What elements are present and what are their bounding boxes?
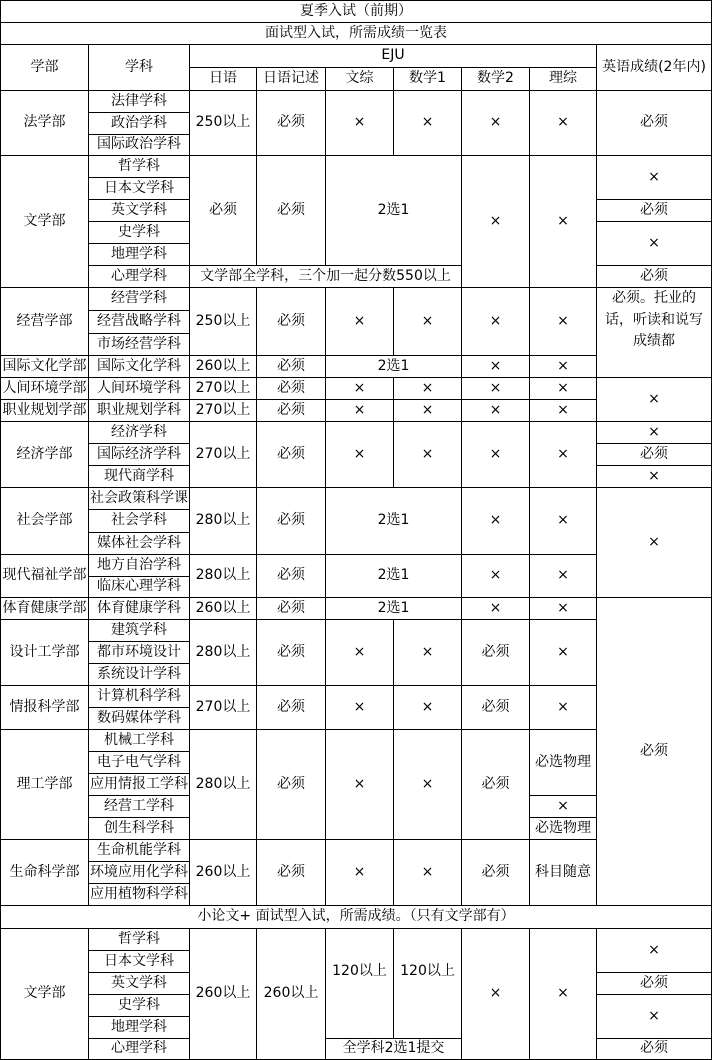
subject-cell: 史学科: [88, 994, 190, 1017]
subject-cell: 创生科学科: [88, 817, 190, 840]
english-cell: 必须: [596, 1038, 712, 1060]
subject-cell: 哲学科: [88, 928, 190, 951]
math1-cell: ×: [393, 90, 462, 156]
japanese-score: 270以上: [189, 685, 257, 730]
subject-cell: 应用情报工学科: [88, 773, 190, 796]
subject-cell: 法律学科: [88, 90, 190, 113]
subject-cell: 英文学科: [88, 972, 190, 995]
english-cell: ×: [596, 487, 712, 598]
english-cell: ×: [596, 155, 712, 200]
math1-cell: ×: [393, 287, 462, 356]
english-cell: 必须: [596, 199, 712, 222]
math2-cell: ×: [461, 287, 530, 356]
subject-cell: 史学科: [88, 221, 190, 244]
subject-cell: 地方自治学科: [88, 554, 190, 577]
humanities-cell: ×: [325, 399, 394, 422]
japanese-writing-cell: 必须: [256, 377, 326, 400]
faculty-cell: 人间环境学部: [0, 377, 89, 400]
japanese-score: 280以上: [189, 554, 257, 598]
header-japanese-writing: 日语记述: [256, 67, 326, 91]
science-cell: ×: [529, 377, 597, 400]
subject-cell: 都市环境设计: [88, 641, 190, 664]
humanities-math1-cell: 2选1: [325, 487, 462, 555]
subject-cell: 机械工学科: [88, 729, 190, 752]
math2-cell: ×: [461, 928, 530, 1060]
science-cell: ×: [529, 399, 597, 422]
math2-cell: 必须: [461, 685, 530, 730]
subject-cell: 社会政策科学课: [88, 487, 190, 510]
japanese-writing-cell: 必须: [256, 287, 326, 356]
subject-cell: 现代商学科: [88, 465, 190, 488]
subject-cell: 系统设计学科: [88, 663, 190, 686]
faculty-cell: 体育健康学部: [0, 597, 89, 620]
subject-cell: 日本文学科: [88, 177, 190, 200]
math1-cell: ×: [393, 729, 462, 840]
english-cell: 必须: [596, 265, 712, 288]
math1-cell: ×: [393, 685, 462, 730]
math2-cell: ×: [461, 90, 530, 156]
japanese-writing-cell: 必须: [256, 421, 326, 488]
math1-cell: ×: [393, 399, 462, 422]
humanities-math1-cell: 2选1: [325, 597, 462, 620]
science-cell: ×: [529, 928, 597, 1060]
japanese-writing-cell: 必须: [256, 355, 326, 378]
science-cell: ×: [529, 487, 597, 555]
humanities-math1-cell: 2选1: [325, 355, 462, 378]
humanities-cell: ×: [325, 685, 394, 730]
humanities-cell: ×: [325, 839, 394, 906]
faculty-cell: 设计工学部: [0, 619, 89, 686]
humanities-cell: ×: [325, 729, 394, 840]
science-cell: 科目随意: [529, 839, 597, 906]
subject-cell: 计算机科学科: [88, 685, 190, 708]
subject-cell: 英文学科: [88, 199, 190, 222]
japanese-score: 280以上: [189, 487, 257, 555]
subject-cell: 市场经营学科: [88, 333, 190, 356]
japanese-writing-cell: 必须: [256, 597, 326, 620]
subject-cell: 日本文学科: [88, 950, 190, 973]
japanese-writing-cell: 必须: [256, 619, 326, 686]
science-cell: ×: [529, 155, 597, 288]
faculty-cell: 社会学部: [0, 487, 89, 555]
japanese-score: 270以上: [189, 399, 257, 422]
math2-cell: ×: [461, 597, 530, 620]
header-math1: 数学1: [393, 67, 462, 91]
english-cell: ×: [596, 928, 712, 973]
subject-cell: 心理学科: [88, 1038, 190, 1060]
japanese-score: 260以上: [189, 928, 257, 1060]
section1-title: 面试型入试，所需成绩一览表: [0, 22, 712, 45]
humanities-cell: ×: [325, 619, 394, 686]
subject-cell: 建筑学科: [88, 619, 190, 642]
header-science: 理综: [529, 67, 597, 91]
japanese-score: 260以上: [189, 839, 257, 906]
subject-cell: 应用植物科学科: [88, 883, 190, 906]
subject-cell: 政治学科: [88, 112, 190, 135]
japanese-score: 280以上: [189, 619, 257, 686]
subject-cell: 人间环境学科: [88, 377, 190, 400]
science-cell: ×: [529, 90, 597, 156]
letters-note: 文学部全学科，三个加一起分数550以上: [189, 265, 462, 288]
subject-cell: 体育健康学科: [88, 597, 190, 620]
english-cell: ×: [596, 377, 712, 422]
subject-cell: 地理学科: [88, 1016, 190, 1039]
subject-cell: 国际文化学科: [88, 355, 190, 378]
faculty-cell: 法学部: [0, 90, 89, 156]
subject-cell: 生命机能学科: [88, 839, 190, 862]
english-cell: ×: [596, 421, 712, 444]
english-cell: ×: [596, 465, 712, 488]
subject-cell: 哲学科: [88, 155, 190, 178]
faculty-cell: 文学部: [0, 928, 89, 1060]
math2-cell: ×: [461, 377, 530, 400]
japanese-writing-cell: 必须: [256, 487, 326, 555]
faculty-cell: 经营学部: [0, 287, 89, 356]
japanese-writing-score: 260以上: [256, 928, 326, 1060]
subject-cell: 环境应用化学科: [88, 861, 190, 884]
header-faculty: 学部: [0, 44, 89, 91]
header-humanities: 文综: [325, 67, 394, 91]
humanities-cell: ×: [325, 377, 394, 400]
science-cell: ×: [529, 355, 597, 378]
math1-score: 120以上: [393, 928, 462, 1039]
math1-cell: ×: [393, 619, 462, 686]
japanese-score: 260以上: [189, 355, 257, 378]
faculty-cell: 情报科学部: [0, 685, 89, 730]
subject-cell: 经营工学科: [88, 795, 190, 818]
faculty-cell: 文学部: [0, 155, 89, 288]
subject-cell: 心理学科: [88, 265, 190, 288]
math2-cell: ×: [461, 487, 530, 555]
faculty-cell: 经济学部: [0, 421, 89, 488]
subject-cell: 电子电气学科: [88, 751, 190, 774]
header-japanese: 日语: [189, 67, 257, 91]
math2-cell: ×: [461, 355, 530, 378]
faculty-cell: 理工学部: [0, 729, 89, 840]
science-cell: 必选物理: [529, 729, 597, 796]
japanese-cell: 必须: [189, 155, 257, 266]
subject-cell: 社会学科: [88, 509, 190, 533]
japanese-score: 280以上: [189, 729, 257, 840]
science-cell: 必选物理: [529, 817, 597, 840]
math1-cell: ×: [393, 421, 462, 488]
math2-cell: 必须: [461, 839, 530, 906]
math1-cell: ×: [393, 377, 462, 400]
science-cell: ×: [529, 597, 597, 620]
japanese-writing-cell: 必须: [256, 729, 326, 840]
japanese-writing-cell: 必须: [256, 90, 326, 156]
math2-cell: ×: [461, 155, 530, 288]
japanese-score: 250以上: [189, 90, 257, 156]
subject-cell: 地理学科: [88, 243, 190, 266]
humanities-cell: ×: [325, 90, 394, 156]
japanese-score: 250以上: [189, 287, 257, 356]
english-cell: ×: [596, 221, 712, 266]
header-eju: EJU: [189, 44, 597, 68]
english-cell: 必须: [596, 597, 712, 906]
science-cell: ×: [529, 287, 597, 356]
subject-cell: 媒体社会学科: [88, 532, 190, 555]
faculty-cell: 生命科学部: [0, 839, 89, 906]
subject-cell: 数码媒体学科: [88, 707, 190, 730]
japanese-score: 260以上: [189, 597, 257, 620]
japanese-writing-cell: 必须: [256, 399, 326, 422]
subject-cell: 职业规划学科: [88, 399, 190, 422]
science-cell: ×: [529, 795, 597, 818]
math2-cell: ×: [461, 399, 530, 422]
science-cell: ×: [529, 685, 597, 730]
science-cell: ×: [529, 619, 597, 686]
table-title: 夏季入试（前期）: [0, 0, 712, 23]
humanities-math1-cell: 2选1: [325, 155, 462, 266]
subject-cell: 经营学科: [88, 287, 190, 311]
japanese-writing-cell: 必须: [256, 685, 326, 730]
subject-cell: 经营战略学科: [88, 310, 190, 334]
header-english: 英语成绩(2年内): [596, 44, 712, 91]
humanities-cell: ×: [325, 287, 394, 356]
faculty-cell: 国际文化学部: [0, 355, 89, 378]
faculty-cell: 职业规划学部: [0, 399, 89, 422]
science-cell: ×: [529, 554, 597, 598]
subject-cell: 国际政治学科: [88, 134, 190, 156]
english-cell: 必须: [596, 90, 712, 156]
humanities-score: 120以上: [325, 928, 394, 1039]
math2-cell: ×: [461, 421, 530, 488]
humanities-cell: ×: [325, 421, 394, 488]
japanese-writing-cell: 必须: [256, 554, 326, 598]
japanese-writing-cell: 必须: [256, 155, 326, 266]
english-cell: 必须: [596, 972, 712, 995]
faculty-cell: 现代福祉学部: [0, 554, 89, 598]
science-cell: ×: [529, 421, 597, 488]
math2-cell: ×: [461, 554, 530, 598]
math2-cell: 必须: [461, 619, 530, 686]
humanities-math1-cell: 2选1: [325, 554, 462, 598]
japanese-score: 270以上: [189, 421, 257, 488]
subject-cell: 国际经济学科: [88, 443, 190, 466]
english-cell: ×: [596, 994, 712, 1039]
header-subject: 学科: [88, 44, 190, 91]
japanese-writing-cell: 必须: [256, 839, 326, 906]
subject-cell: 经济学科: [88, 421, 190, 444]
header-math2: 数学2: [461, 67, 530, 91]
japanese-score: 270以上: [189, 377, 257, 400]
section2-title: 小论文+ 面试型入试，所需成绩。（只有文学部有）: [0, 905, 712, 929]
all-choose-one-note: 全学科2选1提交: [325, 1038, 462, 1060]
subject-cell: 临床心理学科: [88, 576, 190, 598]
math2-cell: 必须: [461, 729, 530, 840]
english-cell: 必须: [596, 443, 712, 466]
math1-cell: ×: [393, 839, 462, 906]
english-toefl-note: 必须。托业的话，听读和说写成绩都: [596, 287, 712, 378]
